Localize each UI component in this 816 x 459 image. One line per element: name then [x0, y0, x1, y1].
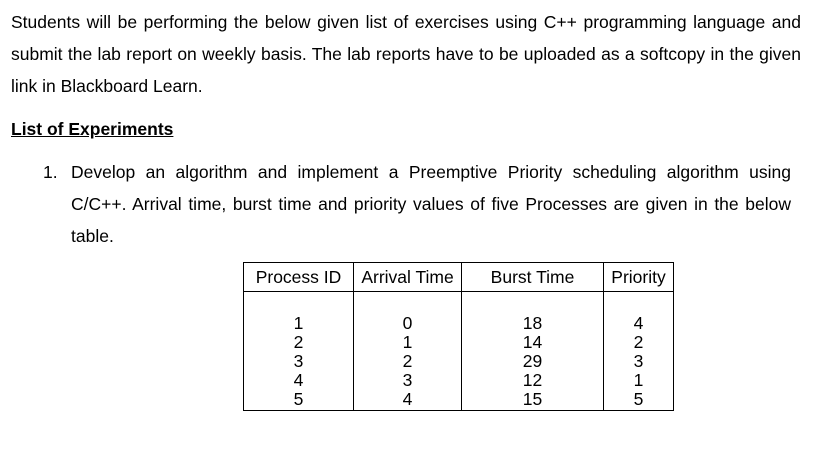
burst-time-column — [462, 314, 604, 411]
table-cell: 4 — [633, 313, 644, 333]
table-cell: 18 — [522, 313, 543, 333]
intro-paragraph: Students will be performing the below given list of exercises using C++ programming language and submit the lab report on weekly basis. The lab reports have to be uploaded as a softcopy in the given link in Blackboard Learn. — [11, 12, 801, 96]
table-cell: 0 — [402, 313, 413, 333]
table-cell: 1 — [633, 370, 644, 390]
table-spacer-row — [244, 292, 674, 315]
table-cell: 29 — [522, 351, 543, 371]
table-cell: 3 — [293, 351, 304, 371]
section-heading: List of Experiments — [11, 119, 174, 139]
table-cell: 3 — [633, 351, 644, 371]
table-cell: 1 — [402, 332, 413, 352]
table-cell: 4 — [402, 389, 413, 409]
arrival-time-column — [354, 314, 462, 411]
table-cell: 2 — [293, 332, 304, 352]
table-cell: 12 — [522, 370, 543, 390]
table-row — [244, 314, 674, 411]
table-header-row — [244, 263, 674, 292]
header-priority: Priority — [604, 263, 674, 292]
table-cell: 3 — [402, 370, 413, 390]
list-item-number: 1. — [43, 162, 58, 182]
process-table — [243, 262, 674, 411]
priority-column — [604, 314, 674, 411]
table-cell: 5 — [293, 389, 304, 409]
table-cell: 14 — [522, 332, 543, 352]
table-cell: 15 — [522, 389, 543, 409]
table-cell: 5 — [633, 389, 644, 409]
table-cell: 1 — [293, 313, 304, 333]
table-cell: 2 — [633, 332, 644, 352]
table-cell: 4 — [293, 370, 304, 390]
process-id-column — [244, 314, 354, 411]
list-item-text: Develop an algorithm and implement a Preemptive Priority scheduling algorithm using C/C++. Arrival time, burst time and priority values of five Processes are given in the below table. — [71, 162, 791, 246]
table-cell: 2 — [402, 351, 413, 371]
header-process-id: Process ID — [244, 263, 354, 292]
header-burst-time: Burst Time — [462, 263, 604, 292]
header-arrival-time: Arrival Time — [354, 263, 462, 292]
